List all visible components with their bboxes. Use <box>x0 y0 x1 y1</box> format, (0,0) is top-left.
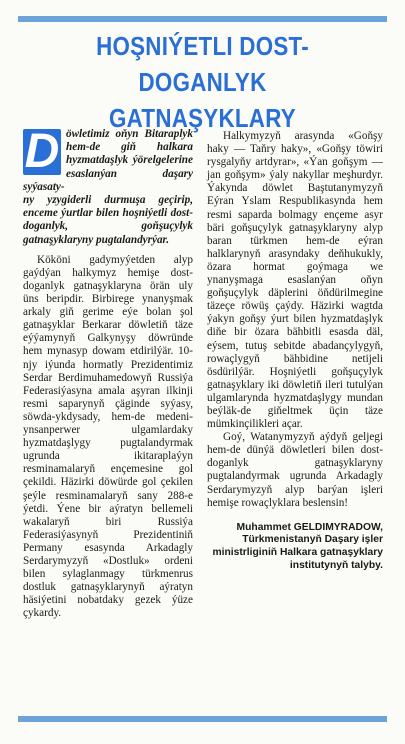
top-rule <box>18 16 387 22</box>
article-headline: HOŞNIÝETLI DOST-DOGANLYK GATNAŞYKLARY <box>96 31 309 133</box>
left-paragraph: Kököni gadymyýetden alyp gaýdýan halkymyz hemişe dost-doganlyk gatnaşyklaryna örän uly üns beripdir. Birbirege ynanyşmak arkaly giň gerime eýe bolan şol gatnaşyklar Berkarar döwletiň täze eýýamynyň Galkynyşy döwründe hem mynasyp dowam etdirilýär. 10-njy iýunda hormatly Prezidentimiz Serdar Berdimuhamedowyň Russiýa Federasiýasyna amala aşyran ilkinji resmi saparynyň çäginde syýasy, söwda-ykdysady, hem-de medeni-ynsanperwer ulgamlardaky hyzmatdaşlygy pugtalandyrmak ugrunda ikitaraplaýyn resminamalaryň ençemesine gol çekildi. Häzirki döwürde gol çekilen şeýle resminamalaryň sany 288-e ýetdi. Ýene bir aýratyn bellemeli wakalaryň biri Russiýa Federasiýasynyň Prezidentiniň Permany esasynda Arkadagly Serdarymyzyň «Dostluk» ordeni bilen sylaglanmagy türkmenrus dostluk gatnaşyklarynyň aýratyn häsiýetini nobatdaky gezek ýüze çykardy. <box>23 253 193 620</box>
lead-rest: ny yzygiderli durmuşa geçirip, enceme ýurtlar bilen hoşniýetli dost-doganlyk, goňşuçylyk gatnaşyklaryny pugtalandyrýar. <box>23 194 193 246</box>
left-column <box>23 125 193 620</box>
author-title-line-3: institutynyň talyby. <box>289 559 383 571</box>
right-column <box>207 130 383 572</box>
author-title-line-1: Türkmenistanyň Daşary işler <box>242 534 383 546</box>
article-lead <box>23 125 193 247</box>
author-signature <box>207 522 383 572</box>
author-name: Muhammet GELDIMYRADOW, <box>236 521 383 533</box>
right-paragraph-2: Goý, Watanymyzyň aýdyň geljegi hem-de dünýä döwletleri bilen dost-doganlyk gatnaşyklaryny pugtalandyrmak ugrunda Arkadagly Serdarymyzyň alyp barýan işleri hemişe rowaçlyklara beslensin! <box>207 431 383 509</box>
author-title-line-2: ministrliginiň Halkara gatnaşyklary <box>212 546 383 558</box>
right-paragraph-1: Halkymyzyň arasynda «Goňşy haky — Taňry haky», «Goňşy töwiri rysgalyňy artdyrar», «Ýan goňşym — jan goňşym» ýaly nakyllar meşhurdyr. Ýakynda döwlet Baştutanymyzyň Eýran Yslam Respublikasynda hem resmi saparda bolmagy ençeme asyr bäri goňşuçylyk gatnaşyklaryny alyp baran türkmen hem-de eýran halklarynyň arasyndaky deňhukukly, özara hormat goýmaga we ynanyşmaga esaslanýan oňyn goňşuçylyk däplerini öňdürilmegine täzeçe röwüş çaýdy. Häzirki wagtda ýakyn goňşy ýurt bilen hyzmatdaşlyk diňe bir özara bähbitli esasda däl, eýsem, tutuş sebitde abadançylygyň, rowaçlygyň bähbidine netijeli ösdürilýär. Hoşniýetli goňşuçylyk gatnaşyklary iki döwletiň ileri tutulýan ulgamlarynda hyzmatdaşlygy mundan beýläk-de giňeltmek üçin täze mümkinçilikleri açar. <box>207 130 383 431</box>
drop-cap: D <box>24 125 60 178</box>
lead-first-lines: öwletimiz oňyn Bitaraplyk hem-de giň halkara hyzmatdaşlyk ýörelgelerine esaslanýan daşary syýasaty- <box>23 128 193 193</box>
bottom-rule <box>18 716 387 722</box>
